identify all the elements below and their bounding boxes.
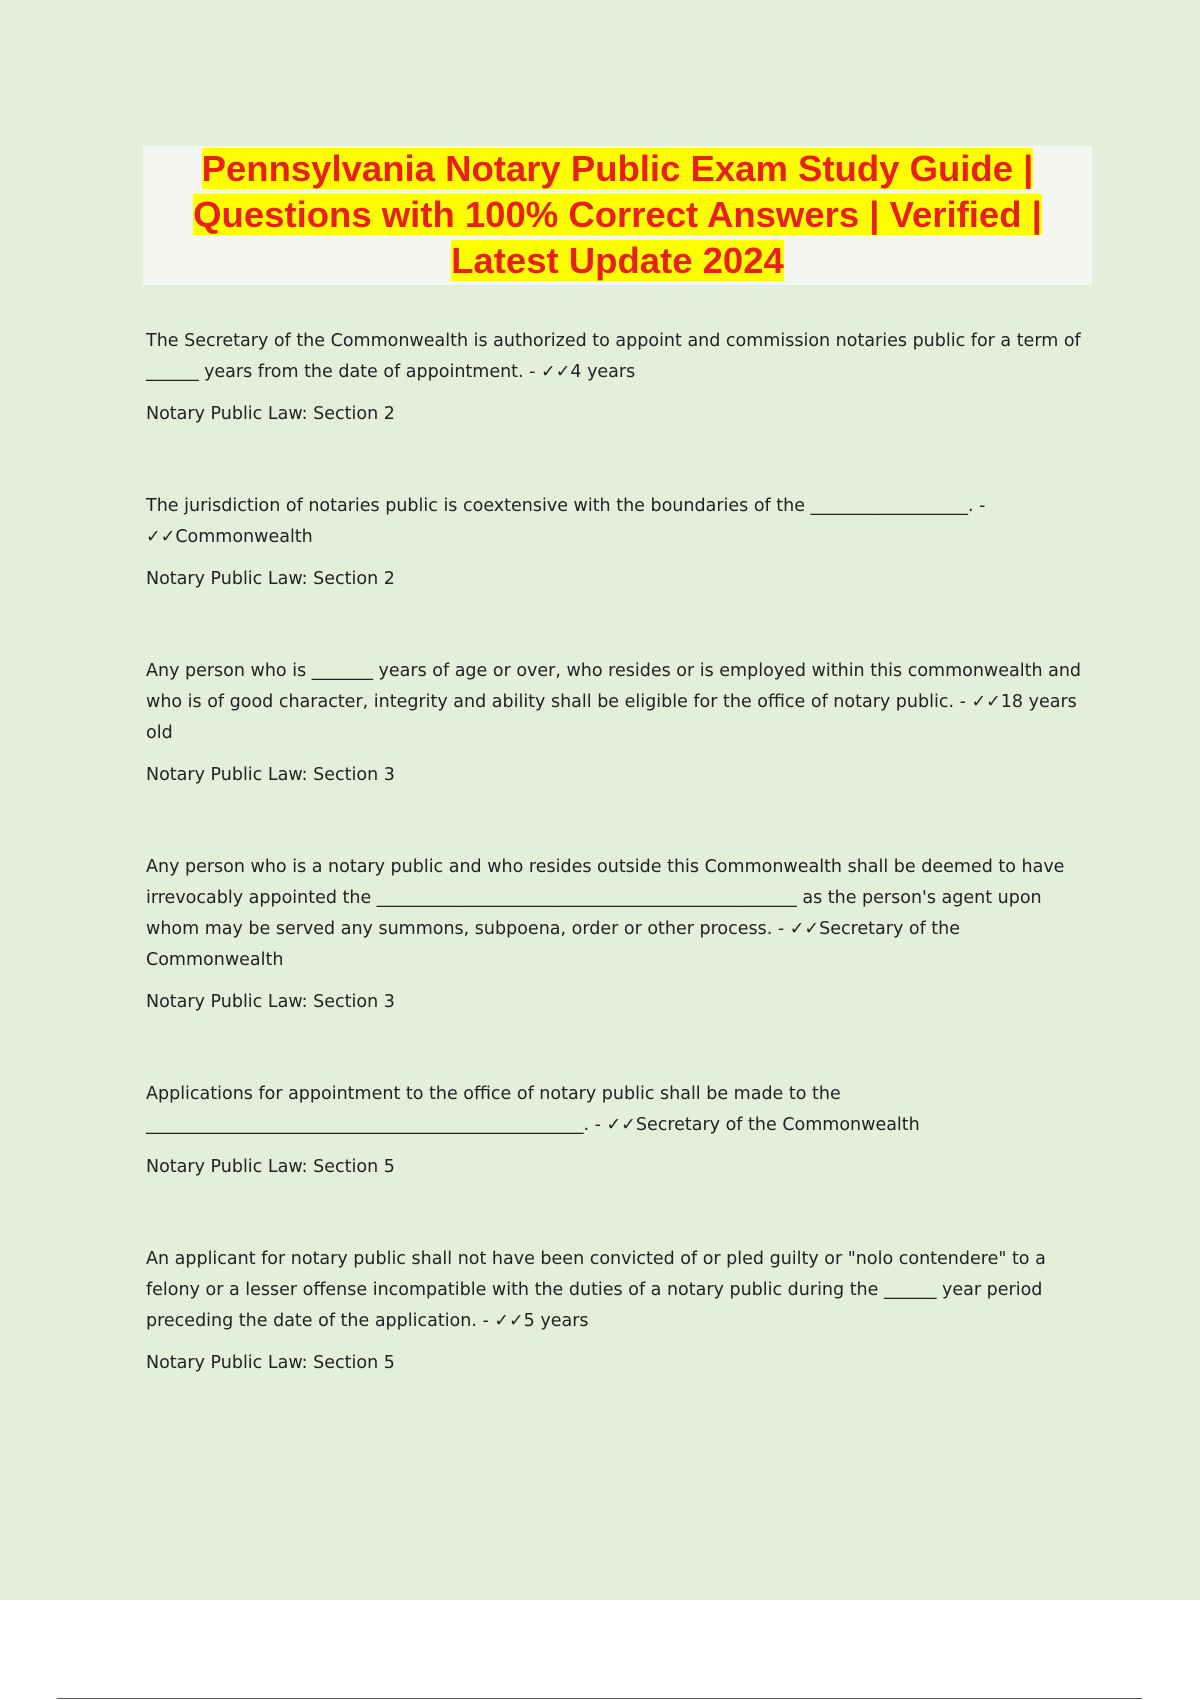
source-citation: Notary Public Law: Section 3 bbox=[146, 992, 395, 1012]
title-line-3: Latest Update 2024 bbox=[451, 240, 784, 281]
source-citation: Notary Public Law: Section 5 bbox=[146, 1353, 395, 1373]
qa-entry bbox=[146, 491, 1086, 591]
qa-entry bbox=[146, 1244, 1086, 1375]
source-citation: Notary Public Law: Section 2 bbox=[146, 404, 395, 424]
question-text: Applications for appointment to the office of notary public shall be made to the __________________________________________________. - ✓✓Secretary of the Commonwealth bbox=[146, 1084, 920, 1135]
title-line-2: Questions with 100% Correct Answers | Verified | bbox=[193, 194, 1042, 235]
question-text: The jurisdiction of notaries public is coextensive with the boundaries of the __________________. - ✓✓Commonwealth bbox=[146, 496, 986, 547]
title-line-1: Pennsylvania Notary Public Exam Study Guide | bbox=[201, 148, 1034, 189]
question-text: An applicant for notary public shall not have been convicted of or pled guilty or "nolo contendere" to a felony or a lesser offense incompatible with the duties of a notary public during the ______ year period preceding the date of the application. - ✓✓5 years bbox=[146, 1249, 1046, 1331]
question-text: The Secretary of the Commonwealth is authorized to appoint and commission notaries public for a term of ______ years from the date of appointment. - ✓✓4 years bbox=[146, 331, 1081, 382]
document-title bbox=[143, 146, 1092, 285]
source-citation: Notary Public Law: Section 5 bbox=[146, 1157, 395, 1177]
qa-entry bbox=[146, 1079, 1086, 1179]
source-citation: Notary Public Law: Section 3 bbox=[146, 765, 395, 785]
qa-entry bbox=[146, 326, 1086, 426]
qa-list bbox=[146, 326, 1086, 1375]
source-citation: Notary Public Law: Section 2 bbox=[146, 569, 395, 589]
qa-entry bbox=[146, 852, 1086, 1014]
qa-entry bbox=[146, 656, 1086, 787]
question-text: Any person who is a notary public and who resides outside this Commonwealth shall be deemed to have irrevocably appointed the ________________________________________________ as the person's agent upon whom may be served any summons, subpoena, order or other process. - ✓✓Secretary of the Commonwealth bbox=[146, 857, 1065, 970]
question-text: Any person who is _______ years of age or over, who resides or is employed within this commonwealth and who is of good character, integrity and ability shall be eligible for the office of notary public. - ✓✓18 years old bbox=[146, 661, 1082, 743]
footer-divider bbox=[57, 1698, 1142, 1699]
